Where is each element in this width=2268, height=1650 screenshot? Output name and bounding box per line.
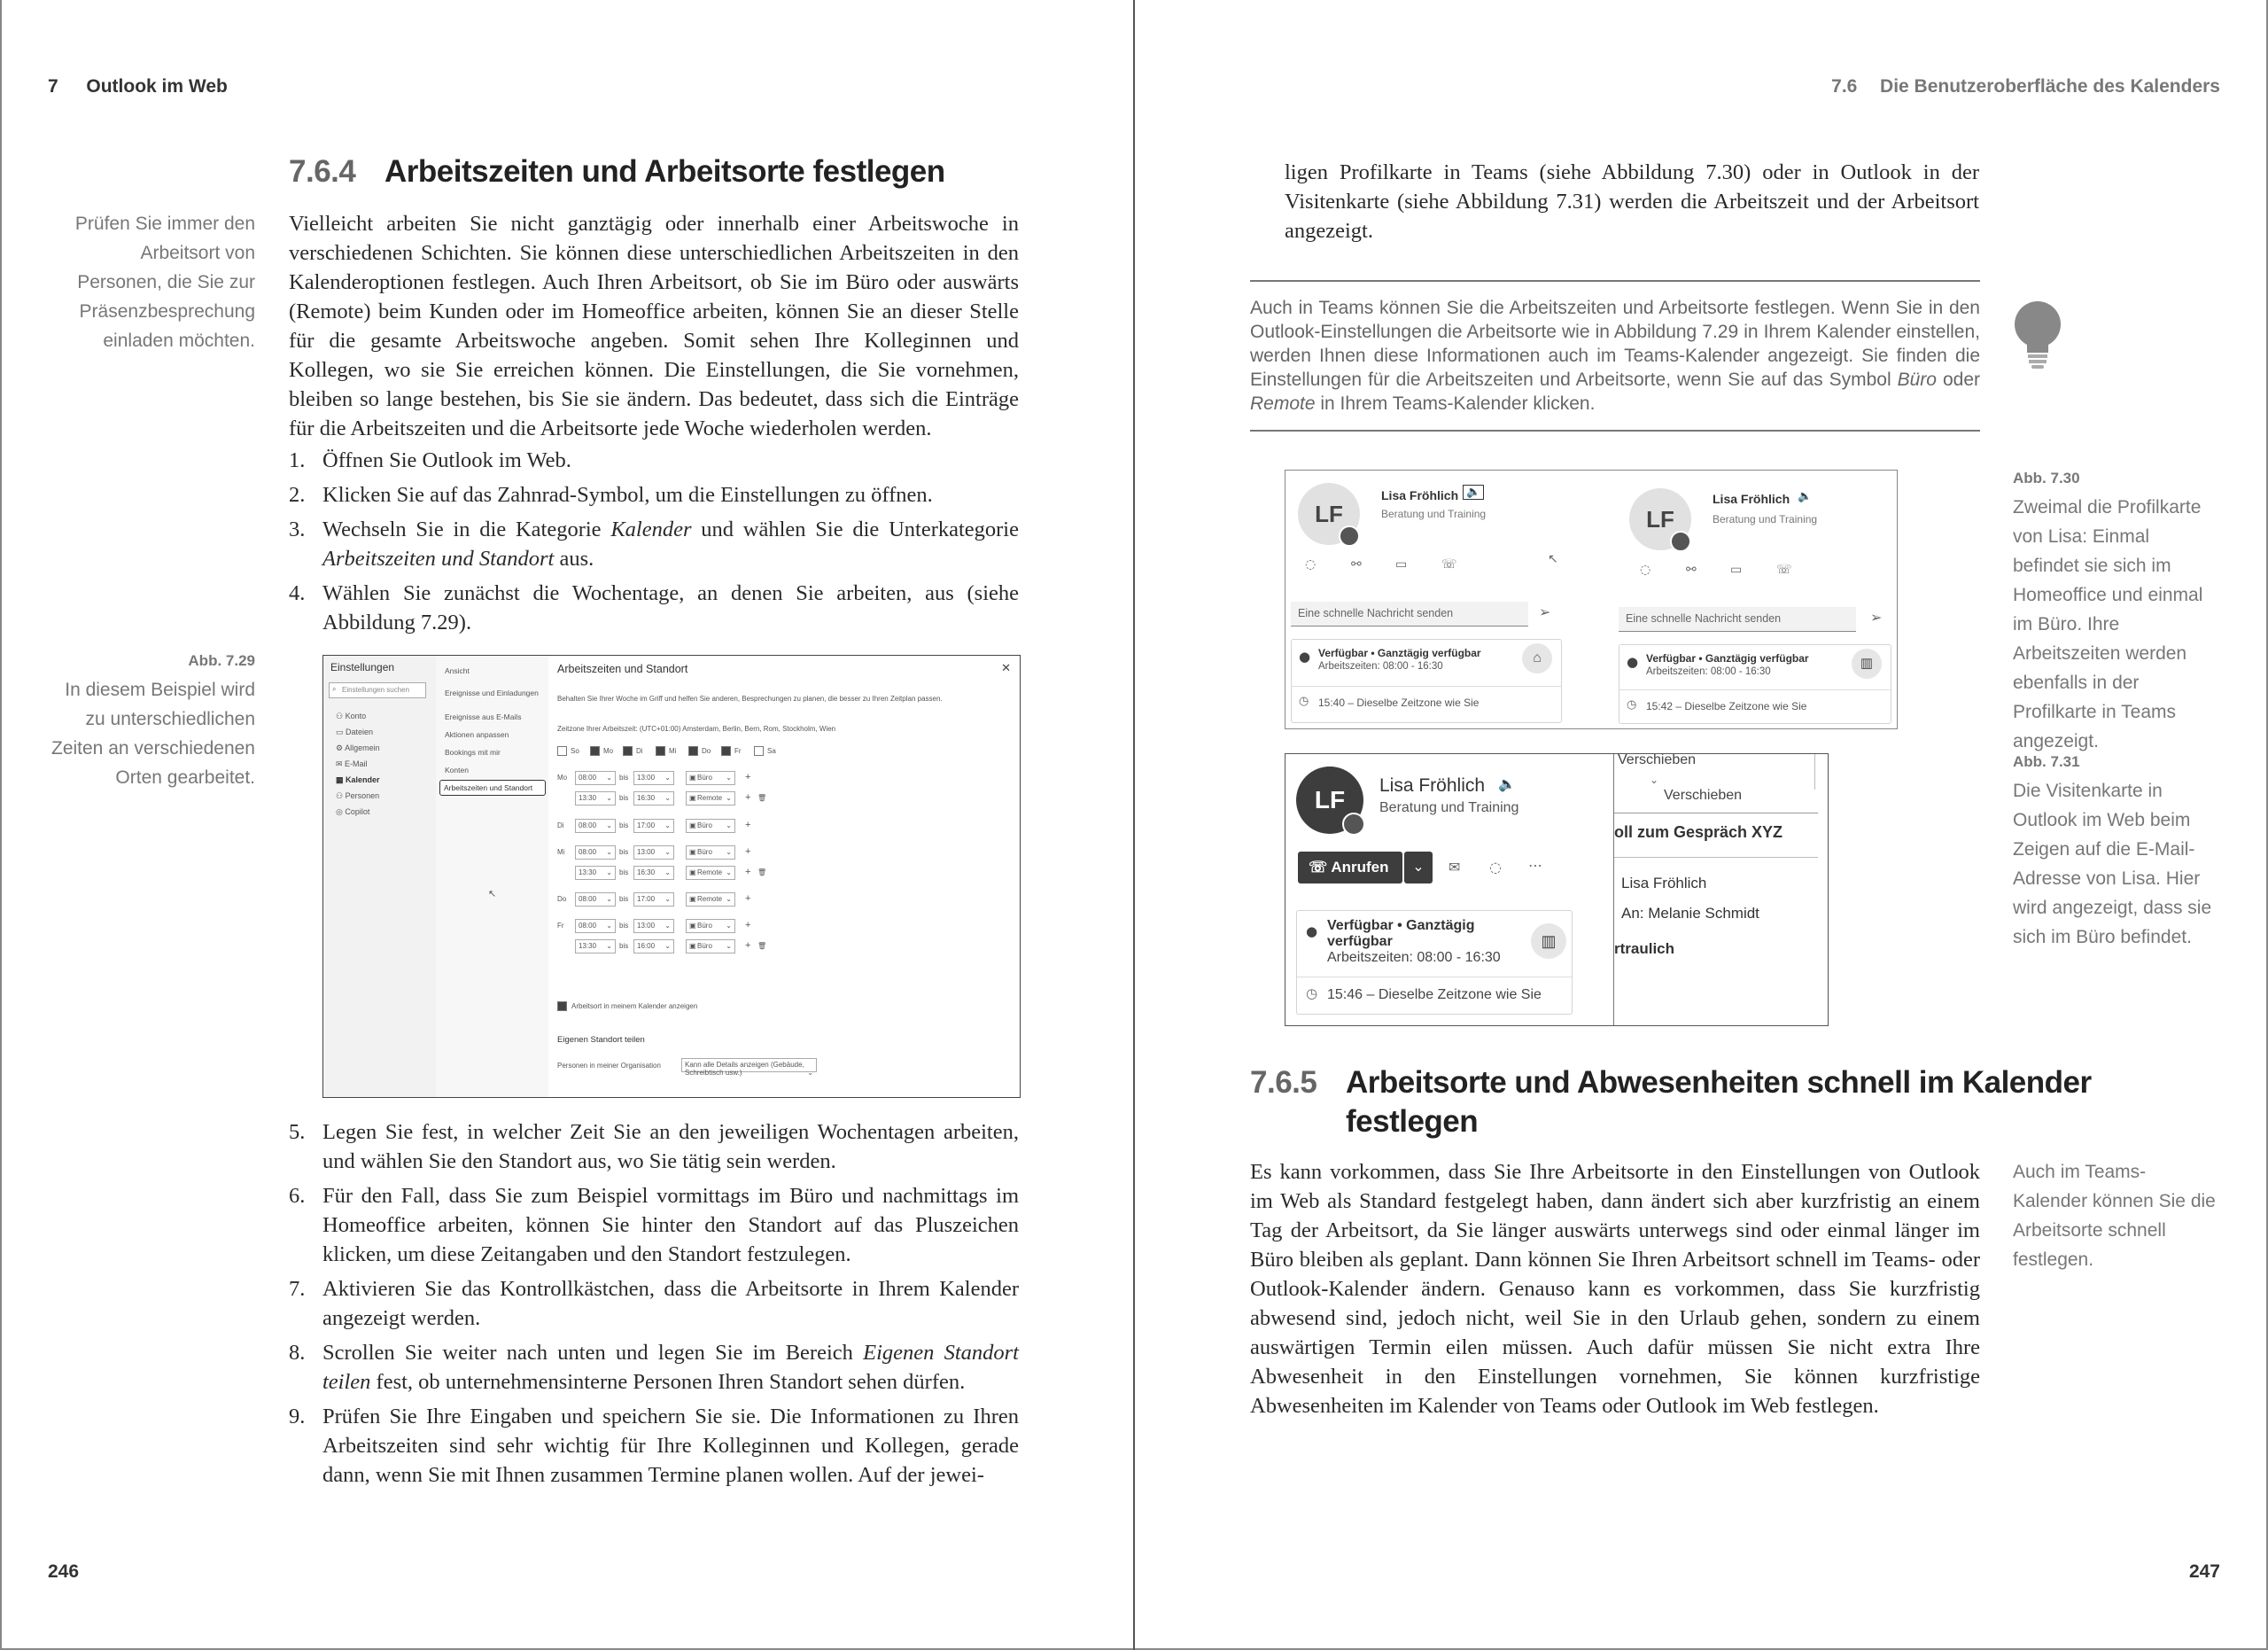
nav-item-email[interactable]: ✉ E-Mail xyxy=(336,759,368,768)
availability-text-cont: verfügbar xyxy=(1327,934,1393,949)
trash-icon[interactable]: 🗑 xyxy=(757,794,767,802)
phone-icon[interactable]: ☏ xyxy=(1441,557,1457,572)
end-time-select[interactable]: 13:00 ⌄ xyxy=(633,919,674,933)
settings-title: Einstellungen xyxy=(330,661,395,673)
page-number-right: 247 xyxy=(2188,1561,2220,1582)
lightbulb-icon xyxy=(2011,300,2064,372)
tip-text: Auch in Teams können Sie die Arbeitszeiten und Arbeitsorte festlegen. Wenn Sie in den Outlook-Einstellungen die Arbeitsorte wie in Abbildung 7.29 in Ihrem Kalender einstellen, werden Ihnen diese Informationen auch im Teams-Kalender angezeigt. Sie finden die Einstellungen für die Arbeitszeiten und Arbeitsorte, wenn Sie auf das Symbol Büro oder Remote in Ihrem Teams-Kalender klicken. xyxy=(1250,298,1980,414)
day-label: Fr xyxy=(557,922,564,930)
avatar: LF xyxy=(1629,488,1691,550)
available-check-icon: ● xyxy=(1306,923,1318,939)
start-time-select[interactable]: 13:30 ⌄ xyxy=(575,791,616,806)
start-time-select[interactable]: 08:00 ⌄ xyxy=(575,845,616,860)
start-time-select[interactable]: 13:30 ⌄ xyxy=(575,939,616,953)
book-spine xyxy=(1133,0,1135,1650)
day-label: Mo xyxy=(557,774,568,782)
email-sender[interactable]: Lisa Fröhlich xyxy=(1621,875,1707,891)
profile-cards-screenshot xyxy=(1285,470,1898,729)
margin-note-arbeitsort: Prüfen Sie immer den Arbeitsort von Personen, die Sie zur Präsenzbesprechung einladen möchten. xyxy=(74,214,255,351)
nav-item-copilot[interactable]: ◎ Copilot xyxy=(336,807,370,816)
quick-message-input[interactable]: Eine schnelle Nachricht senden xyxy=(1291,602,1528,627)
section-heading-764 xyxy=(289,154,945,190)
section-title: Arbeitszeiten und Arbeitsorte festlegen xyxy=(384,154,945,189)
step-4: 4. Wählen Sie zunächst die Wochentage, an denen Sie arbeiten, aus (siehe Abbildung 7.29). xyxy=(289,581,1019,634)
panel-title: Arbeitszeiten und Standort xyxy=(557,663,688,675)
building-icon: ▥ xyxy=(1852,649,1882,679)
avatar: LF xyxy=(1298,483,1360,545)
card-name: Lisa Fröhlich xyxy=(1381,488,1459,502)
card-name: Lisa Fröhlich xyxy=(1713,492,1790,506)
bis-label: bis xyxy=(619,868,629,876)
bis-label: bis xyxy=(619,942,629,950)
call-button[interactable]: ☏ Anrufen xyxy=(1298,852,1402,883)
weekday-checkbox[interactable] xyxy=(656,746,665,756)
bis-label: bis xyxy=(619,794,629,802)
weekday-label: Di xyxy=(636,747,643,755)
section-title: Arbeitsorte und Abwesenheiten schnell im Kalender xyxy=(1346,1065,2092,1100)
weekday-label: Sa xyxy=(767,747,776,755)
subnav-email-events[interactable]: Ereignisse aus E-Mails xyxy=(445,712,522,721)
weekday-checkbox[interactable] xyxy=(557,746,567,756)
fig-730-label: Abb. 7.30 xyxy=(2013,470,2080,486)
section-765-paragraph: Es kann vorkommen, dass Sie Ihre Arbeitsorte in den Einstellungen von Outlook im Web als Standard festgelegt haben, dann ändert sich aber kurzfristig an einem Tag der Arbeitsort, da Sie länger auswärts unterwegs sind oder einmal länger im Büro bleiben als geplant. Dann können Sie Ihren Arbeitsort schnell im Teams- oder Outlook-Kalender ändern. Genauso kann es vorkommen, dass Sie kurzfristig abwesend sind, jedoch nicht, weil Sie in den Urlaub gehen, sondern zu einem auswärtigen Termin eilen müssen. Auch dafür müssen Sie nicht extra Ihre Abwesenheit in den Einstellungen vornehmen, Sie können kurzfristige Abwesenheiten im Kalender von Teams oder Outlook im Web festlegen. xyxy=(1250,1160,1980,1418)
chat-icon[interactable]: ◌ xyxy=(1489,859,1502,876)
end-time-select[interactable]: 13:00 ⌄ xyxy=(633,845,674,860)
subnav-aktionen[interactable]: Aktionen anpassen xyxy=(445,730,509,739)
building-icon: ▣ xyxy=(689,922,696,930)
home-icon: ▣ xyxy=(689,895,696,903)
section-ref-title: Die Benutzeroberfläche des Kalenders xyxy=(1880,76,2220,97)
add-time-icon[interactable]: + xyxy=(745,792,751,803)
timezone-text: 15:46 – Dieselbe Zeitzone wie Sie xyxy=(1327,987,1542,1002)
home-icon: ⌂ xyxy=(1522,643,1552,673)
step-7: 7. Aktivieren Sie das Kontrollkästchen, dass die Arbeitsorte in Ihrem Kalender angezeigt werden. xyxy=(289,1277,1019,1330)
end-time-select[interactable]: 17:00 ⌄ xyxy=(633,819,674,833)
chat-icon[interactable]: ◌ xyxy=(1305,557,1317,572)
day-label: Do xyxy=(557,895,567,903)
timezone-text: 15:42 – Dieselbe Zeitzone wie Sie xyxy=(1646,700,1807,712)
available-check-icon: ● xyxy=(1299,649,1311,665)
location-select[interactable]: Remote ⌄ ▣ xyxy=(686,892,735,907)
mail-icon[interactable]: ✉ xyxy=(1449,859,1461,876)
move-label: Verschieben xyxy=(1618,753,1697,767)
video-icon[interactable]: ▭ xyxy=(1395,557,1408,572)
add-time-icon[interactable]: + xyxy=(745,920,751,930)
step-2: 2. Klicken Sie auf das Zahnrad-Symbol, um die Einstellungen zu öffnen. xyxy=(289,483,933,507)
location-select[interactable]: Büro ⌄ ▣ xyxy=(686,939,735,953)
fig-729-caption: In diesem Beispiel wird zu unterschiedlichen Zeiten an verschiedenen Orten gearbeitet. xyxy=(51,680,255,788)
org-chart-icon[interactable]: ⚯ xyxy=(1686,563,1697,577)
start-time-select[interactable]: 08:00 ⌄ xyxy=(575,892,616,907)
running-header-right xyxy=(1831,76,2220,97)
section-heading-765 xyxy=(1250,1063,2092,1141)
trash-icon[interactable]: 🗑 xyxy=(757,868,767,876)
section-ref-number: 7.6 xyxy=(1831,76,1858,97)
continued-paragraph: ligen Profilkarte in Teams (siehe Abbildung 7.30) oder in Outlook in der Visitenkarte (siehe Abbildung 7.31) werden die Arbeitszeit und der Arbeitsort angezeigt. xyxy=(1285,160,1979,243)
card-name: Lisa Fröhlich xyxy=(1379,775,1486,796)
location-select[interactable]: Büro ⌄ ▣ xyxy=(686,819,735,833)
subnav-bookings[interactable]: Bookings mit mir xyxy=(445,748,501,757)
page-number-left: 246 xyxy=(48,1561,80,1582)
add-time-icon[interactable]: + xyxy=(745,820,751,830)
subnav-arbeitszeiten-selected[interactable]: Arbeitszeiten und Standort xyxy=(439,780,546,796)
availability-box xyxy=(1296,910,1573,1015)
weekday-checkbox[interactable] xyxy=(721,746,731,756)
availability-text: Verfügbar • Ganztägig verfügbar xyxy=(1318,647,1481,659)
add-time-icon[interactable]: + xyxy=(745,893,751,904)
subnav-ansicht[interactable]: Ansicht xyxy=(445,666,470,675)
weekday-label: Fr xyxy=(734,747,742,755)
availability-text: Verfügbar • Ganztägig xyxy=(1327,918,1475,933)
settings-panel xyxy=(548,656,1020,1097)
available-status-icon xyxy=(1339,525,1360,547)
cursor-icon: ↖ xyxy=(1548,552,1558,566)
available-status-icon xyxy=(1670,531,1691,552)
more-options-icon[interactable]: ⋯ xyxy=(1528,857,1542,874)
clock-icon: ◷ xyxy=(1627,698,1637,712)
speaker-icon: 🔈 xyxy=(1463,485,1484,500)
nav-item-konto[interactable]: ⚇ Konto xyxy=(336,712,367,720)
available-status-icon xyxy=(1342,813,1365,836)
building-icon: ▣ xyxy=(689,848,696,856)
home-icon: ▣ xyxy=(689,868,696,876)
tip-box xyxy=(1250,280,1980,432)
step-9: 9. Prüfen Sie Ihre Eingaben und speichern Sie sie. Die Informationen zu Ihren Arbeitszeiten sind sehr wichtig für Ihre Kolleginnen und Kollegen, gerade dann, wenn Sie mit Ihnen zusammen Termine planen wollen. Auf der jewei- xyxy=(289,1405,1019,1487)
chevron-down-icon: ⌄ xyxy=(1650,774,1659,786)
settings-subnav xyxy=(436,656,548,1097)
show-location-checkbox[interactable] xyxy=(557,1001,567,1011)
contact-card xyxy=(1285,754,1610,1025)
add-time-icon[interactable]: + xyxy=(745,867,751,877)
card-department: Beratung und Training xyxy=(1381,508,1487,520)
end-time-select[interactable]: 16:30 ⌄ xyxy=(633,866,674,880)
cursor-icon: ↖ xyxy=(488,889,497,899)
timezone-text: Zeitzone Ihrer Arbeitszeit: (UTC+01:00) Amsterdam, Berlin, Bern, Rom, Stockholm, Wien xyxy=(557,725,836,733)
settings-screenshot xyxy=(322,655,1021,1098)
end-time-select[interactable]: 16:30 ⌄ xyxy=(633,791,674,806)
start-time-select[interactable]: 08:00 ⌄ xyxy=(575,819,616,833)
start-time-select[interactable]: 08:00 ⌄ xyxy=(575,919,616,933)
bis-label: bis xyxy=(619,922,629,930)
video-icon[interactable]: ▭ xyxy=(1730,563,1743,577)
location-select[interactable]: Remote ⌄ ▣ xyxy=(686,866,735,880)
location-select[interactable]: Remote ⌄ ▣ xyxy=(686,791,735,806)
nav-item-kalender[interactable]: ▦ Kalender xyxy=(336,775,380,784)
section-title-cont: festlegen xyxy=(1346,1104,1479,1139)
bis-label: bis xyxy=(619,774,629,782)
end-time-select[interactable]: 17:00 ⌄ xyxy=(633,892,674,907)
subnav-konten[interactable]: Konten xyxy=(445,766,469,774)
building-icon: ▣ xyxy=(689,942,696,950)
weekday-label: Do xyxy=(702,747,711,755)
background-email xyxy=(1613,754,1829,1025)
search-icon: ⌕ xyxy=(332,685,337,693)
show-location-label: Arbeitsort in meinem Kalender anzeigen xyxy=(571,1002,698,1010)
end-time-select[interactable]: 16:00 ⌄ xyxy=(633,939,674,953)
outlook-contact-card-screenshot xyxy=(1285,753,1829,1026)
clock-icon: ◷ xyxy=(1306,985,1318,1001)
move-button[interactable]: Verschieben xyxy=(1664,788,1743,803)
step-1: 1. Öffnen Sie Outlook im Web. xyxy=(289,448,571,472)
availability-text: Verfügbar • Ganztägig verfügbar xyxy=(1646,652,1809,665)
subnav-ereignisse[interactable]: Ereignisse und Einladungen xyxy=(445,689,539,697)
weekday-checkbox[interactable] xyxy=(754,746,764,756)
share-location-label: Personen in meiner Organisation xyxy=(557,1062,661,1070)
bis-label: bis xyxy=(619,848,629,856)
bis-label: bis xyxy=(619,821,629,829)
settings-search-input[interactable]: ⌕ Einstellungen suchen xyxy=(329,682,426,698)
add-time-icon[interactable]: + xyxy=(745,940,751,951)
close-icon[interactable]: ✕ xyxy=(1001,661,1011,674)
add-time-icon[interactable]: + xyxy=(745,846,751,857)
section-number: 7.6.5 xyxy=(1250,1065,1317,1100)
weekday-checkbox[interactable] xyxy=(590,746,600,756)
weekday-label: So xyxy=(571,747,579,755)
weekday-label: Mo xyxy=(603,747,614,755)
step-5: 5. Legen Sie fest, in welcher Zeit Sie an den jeweiligen Wochentagen arbeiten, und wählen Sie den Standort aus, wo Sie tätig sein werden. xyxy=(289,1120,1019,1173)
step-3: 3. Wechseln Sie in die Kategorie Kalender und wählen Sie die Unterkategorie Arbeitszeiten und Standort aus. xyxy=(289,518,1019,571)
fig-731-caption: Die Visitenkarte in Outlook im Web beim Zeigen auf die E-Mail-Adresse von Lisa. Hier wird angezeigt, dass sie sich im Büro befindet. xyxy=(2013,781,2212,947)
panel-description: Behalten Sie Ihrer Woche im Griff und helfen Sie anderen, Besprechungen zu planen, die besser zu Ihren Zeitplan passen. xyxy=(557,695,943,703)
chapter-number: 7 xyxy=(48,76,58,97)
building-icon: ▣ xyxy=(689,821,696,829)
day-label: Mi xyxy=(557,848,565,856)
fig-730-caption: Zweimal die Profilkarte von Lisa: Einmal befindet sie sich im Homeoffice und einmal im Büro. Ihre Arbeitszeiten werden ebenfalls in der Profilkarte in Teams angezeigt. xyxy=(2013,497,2203,751)
section-number: 7.6.4 xyxy=(289,154,356,189)
card-department: Beratung und Training xyxy=(1713,513,1818,525)
trash-icon[interactable]: 🗑 xyxy=(757,942,767,950)
page-edge-left xyxy=(0,0,2,1650)
building-icon: ▥ xyxy=(1531,923,1566,959)
step-8: 8. Scrollen Sie weiter nach unten und legen Sie im Bereich Eigenen Standort teilen fest, ob unternehmensinterne Personen Ihren Standort sehen dürfen. xyxy=(289,1341,1019,1394)
call-options-chevron-icon[interactable]: ⌄ xyxy=(1404,852,1433,883)
start-time-select[interactable]: 13:30 ⌄ xyxy=(575,866,616,880)
email-recipient: An: Melanie Schmidt xyxy=(1621,905,1759,922)
margin-note-teams: Auch im Teams-Kalender können Sie die Arbeitsorte schnell festlegen. xyxy=(2013,1162,2216,1270)
location-select[interactable]: Büro ⌄ ▣ xyxy=(686,845,735,860)
card-department: Beratung und Training xyxy=(1379,800,1519,815)
work-hours-text: Arbeitszeiten: 08:00 - 16:30 xyxy=(1318,661,1443,672)
nav-item-personen[interactable]: ⚇ Personen xyxy=(336,791,380,800)
speaker-icon: 🔈 xyxy=(1498,775,1516,792)
email-subject: oll zum Gespräch XYZ xyxy=(1614,823,1783,841)
share-location-select[interactable]: Kann alle Details anzeigen (Gebäude, Schreibtisch usw.) ⌄ xyxy=(681,1058,817,1072)
building-icon: ▣ xyxy=(689,774,696,782)
weekday-checkbox[interactable] xyxy=(688,746,698,756)
location-select[interactable]: Büro ⌄ ▣ xyxy=(686,919,735,933)
work-hours-text: Arbeitszeiten: 08:00 - 16:30 xyxy=(1646,666,1771,677)
confidential-label: rtraulich xyxy=(1614,940,1675,957)
chat-icon[interactable]: ◌ xyxy=(1640,563,1651,577)
timezone-text: 15:40 – Dieselbe Zeitzone wie Sie xyxy=(1318,697,1480,709)
nav-item-allgemein[interactable]: ⚙ Allgemein xyxy=(336,743,380,752)
end-time-select[interactable]: 13:00 ⌄ xyxy=(633,771,674,785)
send-icon[interactable]: ➢ xyxy=(1539,603,1551,620)
availability-box xyxy=(1291,639,1562,723)
share-location-title: Eigenen Standort teilen xyxy=(557,1035,645,1045)
availability-box xyxy=(1619,644,1891,724)
weekday-label: Mi xyxy=(669,747,677,755)
clock-icon: ◷ xyxy=(1299,695,1309,708)
step-6: 6. Für den Fall, dass Sie zum Beispiel vormittags im Büro und nachmittags im Homeoffice arbeiten, können Sie hinter den Standort auf das Pluszeichen klicken, um diese Zeitangaben und den Standort festzulegen. xyxy=(289,1184,1019,1266)
settings-nav xyxy=(323,656,436,1097)
weekday-checkbox[interactable] xyxy=(623,746,633,756)
steps-list-b xyxy=(289,1117,1019,1495)
location-select[interactable]: Büro ⌄ ▣ xyxy=(686,771,735,785)
work-hours-text: Arbeitszeiten: 08:00 - 16:30 xyxy=(1327,950,1501,965)
nav-item-dateien[interactable]: ▭ Dateien xyxy=(336,728,374,736)
intro-paragraph: Vielleicht arbeiten Sie nicht ganztägig oder innerhalb einer Arbeitswoche in verschiedenen Schichten. Sie können diese unterschiedlichen Arbeitszeiten in den Kalenderoptionen festlegen. Auch Ihren Arbeitsort, ob Sie im Büro oder auswärts (Remote) beim Kunden oder im Homeoffice arbeiten, können Sie an dieser Stelle für die gesamte Arbeitswoche angeben. Somit sehen Ihre Kolleginnen und Kollegen, wo sie Sie erreichen können. Die Einstellungen, die Sie vornehmen, bleiben so lange bestehen, bis Sie sie ändern. Das bedeutet, dass sich die Einträge für die Arbeitszeiten und die Arbeitsorte jede Woche wiederholen werden. xyxy=(289,212,1019,440)
quick-message-input[interactable]: Eine schnelle Nachricht senden xyxy=(1619,607,1856,632)
avatar: LF xyxy=(1296,767,1363,834)
available-check-icon: ● xyxy=(1627,654,1639,670)
add-time-icon[interactable]: + xyxy=(745,772,751,782)
home-icon: ▣ xyxy=(689,794,696,802)
chapter-title: Outlook im Web xyxy=(86,76,228,97)
org-chart-icon[interactable]: ⚯ xyxy=(1351,557,1362,572)
day-label: Di xyxy=(557,821,564,829)
send-icon[interactable]: ➢ xyxy=(1870,609,1883,626)
fig-729-label: Abb. 7.29 xyxy=(188,652,255,669)
fig-731-label: Abb. 7.31 xyxy=(2013,753,2080,770)
bis-label: bis xyxy=(619,895,629,903)
speaker-icon: 🔈 xyxy=(1798,490,1813,503)
steps-list-a xyxy=(289,446,1019,642)
running-header-left xyxy=(48,76,228,97)
start-time-select[interactable]: 08:00 ⌄ xyxy=(575,771,616,785)
phone-icon[interactable]: ☏ xyxy=(1776,563,1792,577)
